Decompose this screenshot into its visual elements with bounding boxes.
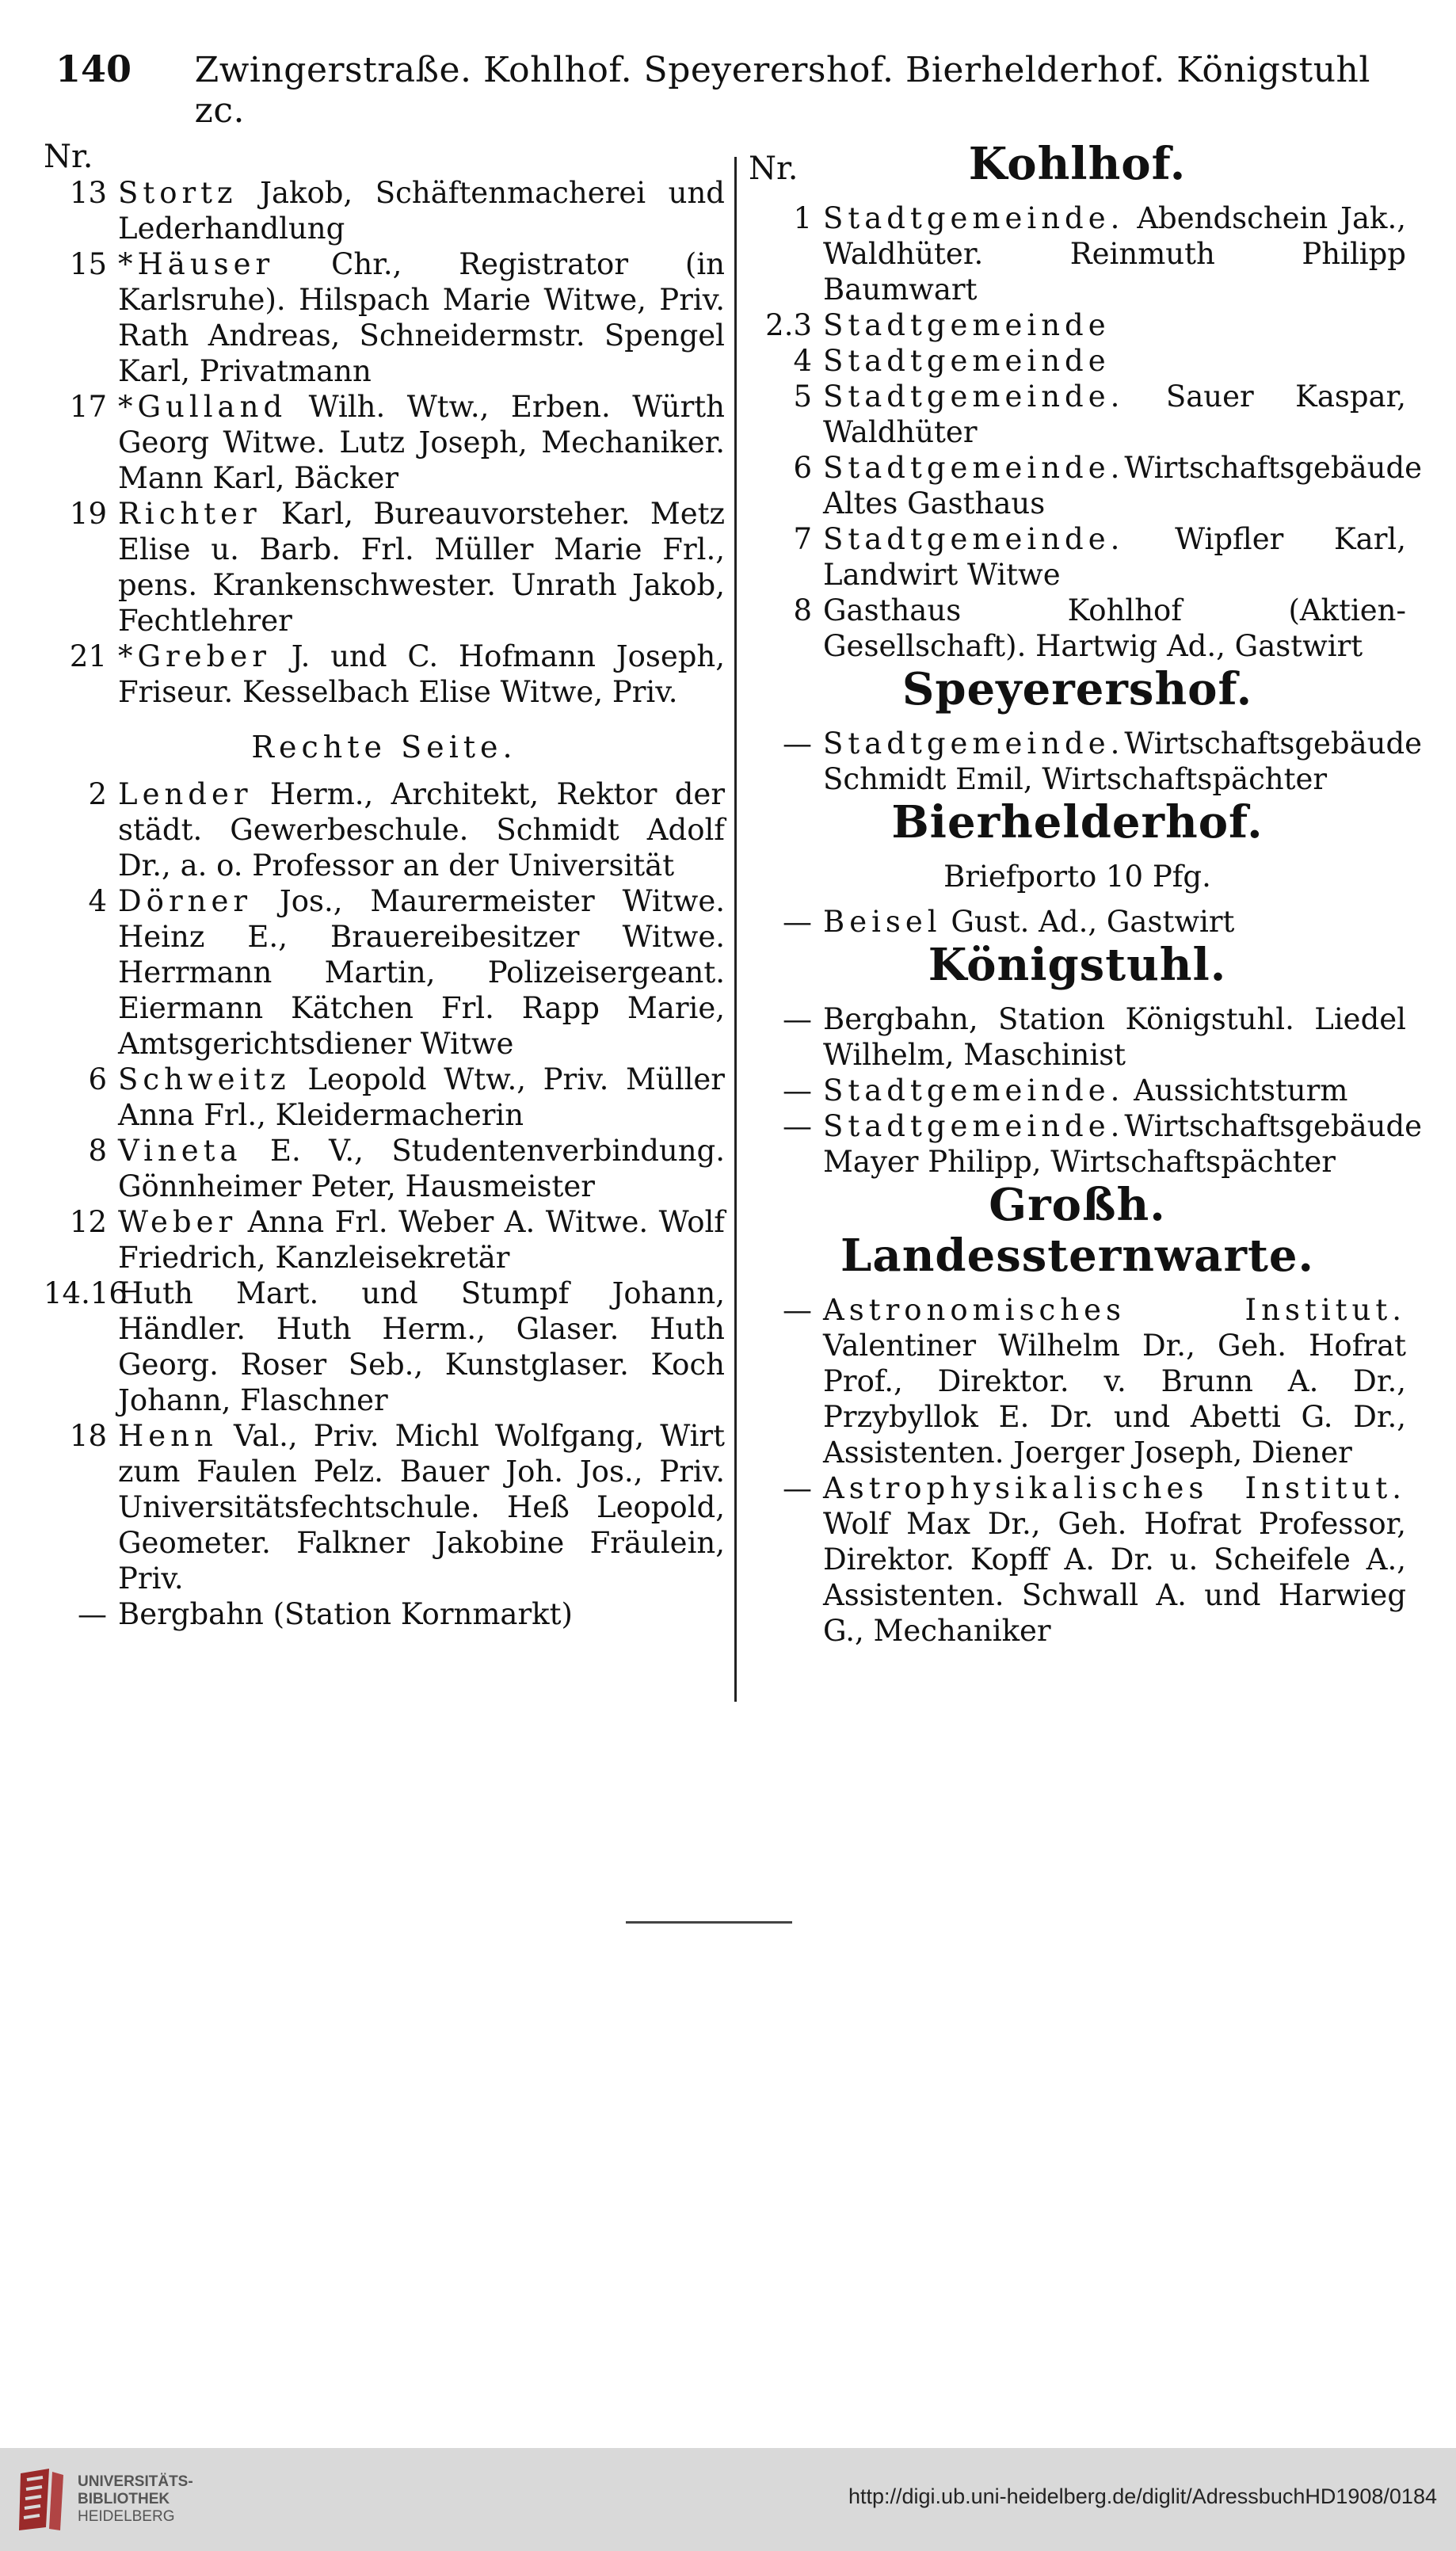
owner-name: Richter — [118, 497, 261, 531]
list-item — [749, 726, 1423, 797]
entry-text: Leopold Wtw., Priv. Müller Anna Frl., Kleidermacherin — [118, 1062, 725, 1132]
house-number: 2 — [88, 777, 107, 811]
entry-text: Herm., Architekt, Rektor der städt. Gewerbeschule. Schmidt Adolf Dr., a. o. Professor an der Universität — [118, 777, 726, 883]
library-logo-icon — [14, 2464, 70, 2535]
list-item — [44, 776, 725, 883]
list-item — [749, 1470, 1406, 1649]
section-title-bierhelderhof: Bierhelderhof. — [891, 796, 1264, 848]
list-item — [44, 1418, 725, 1596]
section-title-right-side: Rechte Seite. — [251, 730, 517, 765]
list-item — [749, 450, 1423, 521]
owner-name: Stadtgemeinde. — [823, 451, 1125, 485]
entry-text: Wirtschaftsgebäude Altes Gasthaus — [823, 451, 1423, 520]
list-item — [749, 521, 1406, 593]
entry-text: Wipfler Karl, Landwirt Witwe — [823, 522, 1407, 592]
house-number: 7 — [793, 522, 812, 556]
entry-text: Aussichtsturm — [1134, 1073, 1348, 1108]
list-item — [44, 1204, 725, 1276]
entry-text: Jakob, Schäftenmacherei und Lederhandlung — [118, 176, 725, 246]
section-title-sternwarte: Großh. Landessternwarte. — [840, 1179, 1314, 1282]
entry-text: Abendschein Jak., Waldhüter. Reinmuth Philipp Baumwart — [823, 201, 1406, 307]
house-number: 17 — [69, 390, 107, 424]
entry-text: Bergbahn, Station Königstuhl. Liedel Wilhelm, Maschinist — [823, 1002, 1406, 1072]
house-number: — — [783, 1293, 812, 1327]
house-number: — — [783, 726, 812, 761]
entry-text: Wirtschaftsgebäude Schmidt Emil, Wirtschaftspächter — [823, 726, 1423, 796]
house-number: 13 — [69, 176, 107, 210]
house-number: 1 — [793, 201, 812, 235]
list-item — [44, 1276, 725, 1418]
house-number: — — [783, 1002, 812, 1036]
list-item — [749, 1108, 1423, 1180]
house-number: 6 — [88, 1062, 107, 1096]
postage-note: Briefporto 10 Pfg. — [943, 860, 1211, 894]
entry-text: Huth Mart. und Stumpf Johann, Händler. Huth Herm., Glaser. Huth Georg. Roser Seb., Kunstglaser. Koch Johann, Flaschner — [118, 1276, 725, 1417]
list-item — [749, 904, 1406, 940]
list-item — [749, 200, 1406, 307]
house-number: 14.16 — [44, 1276, 128, 1310]
list-item — [749, 1001, 1406, 1073]
list-item — [749, 343, 1406, 379]
owner-name: Stadtgemeinde — [823, 344, 1111, 378]
library-name-line: BIBLIOTHEK — [78, 2491, 170, 2507]
house-number: 8 — [88, 1134, 107, 1168]
column-divider — [734, 157, 737, 1702]
owner-name: Stadtgemeinde — [823, 308, 1111, 342]
owner-name: Vineta — [118, 1134, 242, 1168]
owner-name: Beisel — [823, 905, 942, 939]
list-item — [44, 639, 725, 710]
list-item — [749, 1292, 1406, 1470]
house-number: 4 — [88, 884, 107, 918]
house-number: 12 — [69, 1205, 107, 1239]
page-header — [55, 48, 1402, 131]
entry-text: Valentiner Wilhelm Dr., Geh. Hofrat Prof., Direktor. v. Brunn A. Dr., Przybyllok E. Dr. und Abetti G. Dr., Assistenten. Joerger Joseph, Diener — [823, 1329, 1406, 1470]
nr-label: Nr. — [44, 139, 93, 175]
nr-label: Nr. — [749, 151, 799, 187]
list-item — [749, 593, 1406, 664]
library-name-line: UNIVERSITÄTS- — [78, 2473, 193, 2490]
owner-name: Schweitz — [118, 1062, 291, 1096]
closing-rule — [626, 1921, 792, 1924]
house-number: 8 — [793, 593, 812, 627]
owner-name: *Greber — [118, 639, 271, 673]
owner-name: Stadtgemeinde. — [823, 379, 1125, 414]
library-footer-bar — [0, 2448, 1456, 2551]
house-number: 15 — [69, 247, 107, 281]
house-number: — — [783, 1109, 812, 1143]
house-number: 2.3 — [765, 308, 812, 342]
library-name-line: HEIDELBERG — [78, 2508, 175, 2525]
list-item — [44, 1133, 725, 1204]
library-name — [78, 2473, 193, 2526]
left-column — [44, 139, 725, 1632]
entry-text: Jos., Maurermeister Witwe. Heinz E., Brauereibesitzer Witwe. Herrmann Martin, Polizeisergeant. Eiermann Kätchen Frl. Rapp Marie, Amtsgerichtsdiener Witwe — [118, 884, 725, 1061]
entry-text: Wilh. Wtw., Erben. Würth Georg Witwe. Lutz Joseph, Mechaniker. Mann Karl, Bäcker — [118, 390, 725, 495]
right-column — [749, 138, 1423, 1649]
house-number: — — [78, 1597, 107, 1631]
house-number: 6 — [793, 451, 812, 485]
owner-name: Stadtgemeinde. — [823, 201, 1125, 235]
list-item — [44, 496, 725, 639]
list-item — [44, 883, 725, 1062]
house-number: 18 — [69, 1419, 107, 1453]
entry-text: E. V., Studentenverbindung. Gönnheimer Peter, Hausmeister — [118, 1134, 725, 1203]
running-title: Zwingerstraße. Kohlhof. Speyerershof. Bierhelderhof. Königstuhl zc. — [194, 50, 1370, 131]
owner-name: *Häuser — [118, 247, 275, 281]
entry-text: Bergbahn (Station Kornmarkt) — [118, 1597, 573, 1631]
list-item — [44, 1062, 725, 1133]
owner-name: Lender — [118, 777, 253, 811]
owner-name: Henn — [118, 1419, 218, 1453]
entry-text: J. und C. Hofmann Joseph, Friseur. Kesselbach Elise Witwe, Priv. — [118, 639, 726, 709]
house-number: 4 — [793, 344, 812, 378]
owner-name: Weber — [118, 1205, 238, 1239]
owner-name: Stadtgemeinde. — [823, 1109, 1125, 1143]
house-number: — — [783, 1073, 812, 1108]
owner-name: *Gulland — [118, 390, 288, 424]
entry-text: Wirtschaftsgebäude Mayer Philipp, Wirtschaftspächter — [823, 1109, 1423, 1179]
owner-name: Stadtgemeinde. — [823, 1073, 1125, 1108]
owner-name: Stadtgemeinde. — [823, 522, 1125, 556]
list-item — [44, 175, 725, 246]
entry-text: Sauer Kaspar, Waldhüter — [823, 379, 1406, 449]
entry-text: Gasthaus Kohlhof (Aktien-Gesellschaft). Hartwig Ad., Gastwirt — [823, 593, 1406, 663]
house-number: — — [783, 905, 812, 939]
owner-name: Stortz — [118, 176, 238, 210]
source-url-link[interactable]: http://digi.ub.uni-heidelberg.de/diglit/AdressbuchHD1908/0184 — [848, 2484, 1437, 2508]
owner-name: Dörner — [118, 884, 253, 918]
entry-text: Anna Frl. Weber A. Witwe. Wolf Friedrich, Kanzleisekretär — [118, 1205, 726, 1275]
owner-name: Stadtgemeinde. — [823, 726, 1125, 761]
list-item — [44, 389, 725, 496]
entry-text: Gust. Ad., Gastwirt — [951, 905, 1235, 939]
list-item — [749, 1073, 1406, 1108]
list-item — [44, 1596, 725, 1632]
entry-text: Val., Priv. Michl Wolfgang, Wirt zum Faulen Pelz. Bauer Joh. Jos., Priv. Universitätsfechtschule. Heß Leopold, Geometer. Falkner Jakobine Fräulein, Priv. — [118, 1419, 725, 1596]
house-number: 21 — [69, 639, 107, 673]
house-number: 5 — [793, 379, 812, 414]
entry-text: Karl, Bureauvorsteher. Metz Elise u. Barb. Frl. Müller Marie Frl., pens. Krankenschwester. Unrath Jakob, Fechtlehrer — [118, 497, 726, 638]
section-title-speyerershof: Speyerershof. — [901, 663, 1253, 715]
owner-name: Astrophysikalisches Institut. — [823, 1471, 1406, 1505]
entry-text: Chr., Registrator (in Karlsruhe). Hilspach Marie Witwe, Priv. Rath Andreas, Schneidermstr. Spengel Karl, Privatmann — [118, 247, 725, 388]
list-item — [44, 246, 725, 389]
house-number: — — [783, 1471, 812, 1505]
section-title-koenigstuhl: Königstuhl. — [928, 939, 1227, 991]
owner-name: Astronomisches Institut. — [823, 1293, 1406, 1327]
page-number: 140 — [55, 48, 132, 90]
entry-text: Wolf Max Dr., Geh. Hofrat Professor, Direktor. Kopff A. Dr. u. Scheifele A., Assistenten. Schwall A. und Harwieg G., Mechaniker — [823, 1507, 1406, 1648]
house-number: 19 — [69, 497, 107, 531]
list-item — [749, 307, 1406, 343]
section-title-kohlhof: Kohlhof. — [968, 138, 1187, 190]
list-item — [749, 379, 1406, 450]
